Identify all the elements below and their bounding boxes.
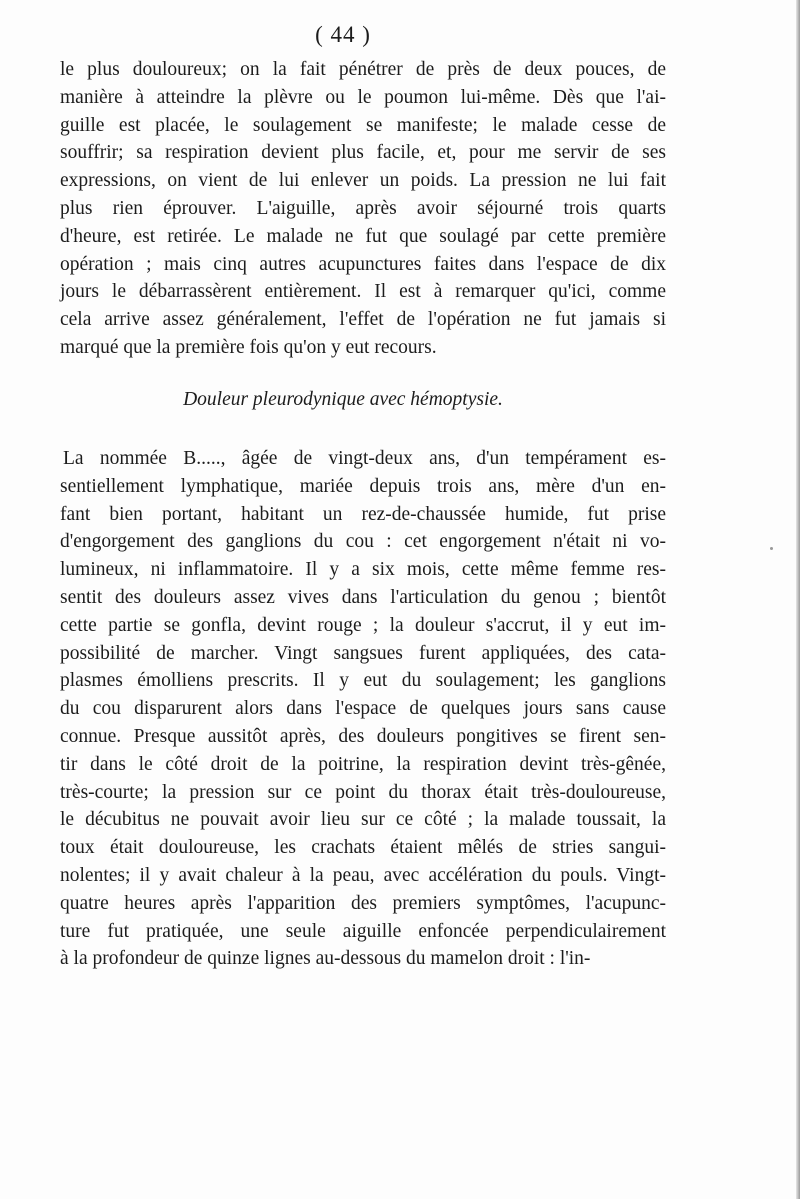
text-line: le décubitus ne pouvait avoir lieu sur ce côté ; la malade toussait, la	[60, 809, 666, 831]
text-line: nolentes; il y avait chaleur à la peau, avec accélération du pouls. Vingt-	[60, 864, 666, 886]
text-line: possibilité de marcher. Vingt sangsues furent appliquées, des cata-	[60, 642, 666, 664]
text-line: fant bien portant, habitant un rez-de-chaussée humide, fut prise	[60, 503, 666, 525]
text-line: guille est placée, le soulagement se manifeste; le malade cesse de	[60, 114, 666, 136]
text-line: du cou disparurent alors dans l'espace de quelques jours sans cause	[60, 698, 666, 720]
text-line: d'engorgement des ganglions du cou : cet engorgement n'était ni vo-	[60, 531, 666, 553]
text-line: jours le débarrassèrent entièrement. Il est à remarquer qu'ici, comme	[60, 281, 666, 303]
text-line: sentit des douleurs assez vives dans l'articulation du genou ; bientôt	[60, 586, 666, 608]
text-line: expressions, on vient de lui enlever un poids. La pression ne lui fait	[60, 170, 666, 192]
page-edge-shadow	[796, 0, 800, 1199]
text-line: toux était douloureuse, les crachats étaient mêlés de stries sangui-	[60, 837, 666, 859]
text-line: à la profondeur de quinze lignes au-dessous du mamelon droit : l'in-	[60, 948, 591, 970]
text-line: connue. Presque aussitôt après, des douleurs pongitives se firent sen-	[60, 725, 666, 747]
text-line: manière à atteindre la plèvre ou le poumon lui-même. Dès que l'ai-	[60, 86, 666, 108]
paragraph-1	[60, 56, 666, 362]
text-line: opération ; mais cinq autres acupunctures faites dans l'espace de dix	[60, 253, 666, 275]
text-line: plasmes émolliens prescrits. Il y eut du soulagement; les ganglions	[60, 670, 666, 692]
text-line: d'heure, est retirée. Le malade ne fut que soulagé par cette première	[60, 225, 666, 247]
text-line: plus rien éprouver. L'aiguille, après avoir séjourné trois quarts	[60, 197, 666, 219]
paper-speck	[770, 547, 773, 550]
text-line: souffrir; sa respiration devient plus facile, et, pour me servir de ses	[60, 142, 666, 164]
text-line: La nommée B....., âgée de vingt-deux ans, d'un tempérament es-	[63, 448, 666, 469]
paragraph-2	[60, 445, 666, 973]
section-heading: Douleur pleurodynique avec hémoptysie.	[183, 389, 503, 410]
text-line: très-courte; la pression sur ce point du thorax était très-douloureuse,	[60, 781, 666, 803]
text-line: tir dans le côté droit de la poitrine, la respiration devint très-gênée,	[60, 753, 666, 775]
text-line: quatre heures après l'apparition des premiers symptômes, l'acupunc-	[60, 892, 666, 914]
text-line: ture fut pratiquée, une seule aiguille enfoncée perpendiculairement	[60, 920, 666, 942]
text-line: sentiellement lymphatique, mariée depuis trois ans, mère d'un en-	[60, 475, 666, 497]
text-line: marqué que la première fois qu'on y eut recours.	[60, 336, 437, 358]
text-line: lumineux, ni inflammatoire. Il y a six mois, cette même femme res-	[60, 559, 666, 581]
text-line: le plus douloureux; on la fait pénétrer de près de deux pouces, de	[60, 59, 666, 80]
text-line: cela arrive assez généralement, l'effet de l'opération ne fut jamais si	[60, 309, 666, 331]
text-line: cette partie se gonfla, devint rouge ; la douleur s'accrut, il y eut im-	[60, 614, 666, 636]
page-number: ( 44 )	[315, 22, 371, 47]
